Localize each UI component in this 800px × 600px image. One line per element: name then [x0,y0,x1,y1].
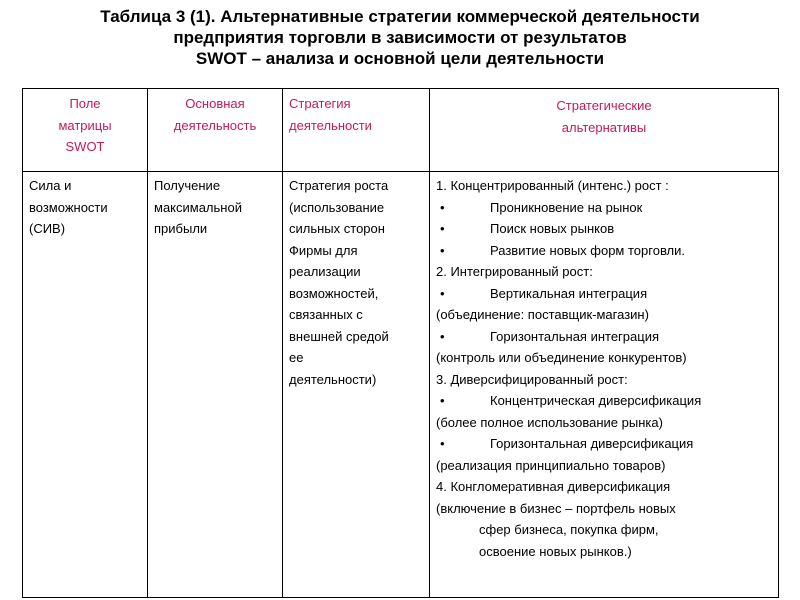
bullet-icon: • [440,242,445,258]
alternative-heading: 1. Концентрированный (интенс.) рост : [436,178,669,193]
title-line: SWOT – анализа и основной цели деятельности [195,49,605,68]
alternative-item: • Горизонтальная диверсификация [436,433,772,455]
alternative-note: (контроль или объединение конкурентов) [436,350,687,365]
alternative-item: • Развитие новых форм торговли. [436,240,772,262]
cell-main-activity: Получение максимальной прибыли [148,172,283,598]
alternative-note-continued: сфер бизнеса, покупка фирм, [479,522,659,537]
page-title [0,6,800,69]
cell-strategy: Стратегия роста (использование сильных сторон Фирмы для реализации возможностей, связанных с внешней средой ее деятельности) [283,172,430,598]
bullet-icon: • [440,436,445,451]
alternative-item: • Горизонтальная интеграция [436,326,772,348]
alternative-item: • Концентрическая диверсификация [436,390,772,412]
alternative-item: • Вертикальная интеграция [436,283,772,305]
cell-alternatives [430,172,779,598]
header-main-activity: Основная деятельность [148,89,283,172]
alternative-note: (включение в бизнес – портфель новых [436,500,676,516]
bullet-icon: • [440,393,445,408]
cell-swot-field: Сила и возможности (СИВ) [23,172,148,598]
alternative-note: (более полное использование рынка) [436,414,663,430]
table-header-row [23,89,779,172]
alternative-note-continued: освоение новых рынков.) [479,543,632,559]
alternative-note: (реализация принципиально товаров) [436,457,666,473]
alternative-item: • Проникновение на рынок [436,197,772,219]
alternative-note: (объединение: поставщик-магазин) [436,307,649,322]
header-swot-field: Поле матрицы SWOT [23,89,148,172]
bullet-icon: • [440,328,445,344]
alternative-heading: 4. Конгломеративная диверсификация [436,479,671,494]
alternative-item: • Поиск новых рынков [436,218,772,240]
strategy-table [22,88,779,598]
title-line: Таблица 3 (1). Альтернативные стратегии коммерческой деятельности [100,7,700,26]
bullet-icon: • [440,199,445,215]
header-alternatives: Стратегические альтернативы [430,89,779,172]
table-row [23,172,779,598]
header-strategy: Стратегия деятельности [283,89,430,172]
alternative-heading: 2. Интегрированный рост: [436,264,593,279]
title-line: предприятия торговли в зависимости от результатов [173,28,627,47]
alternative-heading: 3. Диверсифицированный рост: [436,371,628,387]
bullet-icon: • [440,221,445,236]
bullet-icon: • [440,285,445,301]
